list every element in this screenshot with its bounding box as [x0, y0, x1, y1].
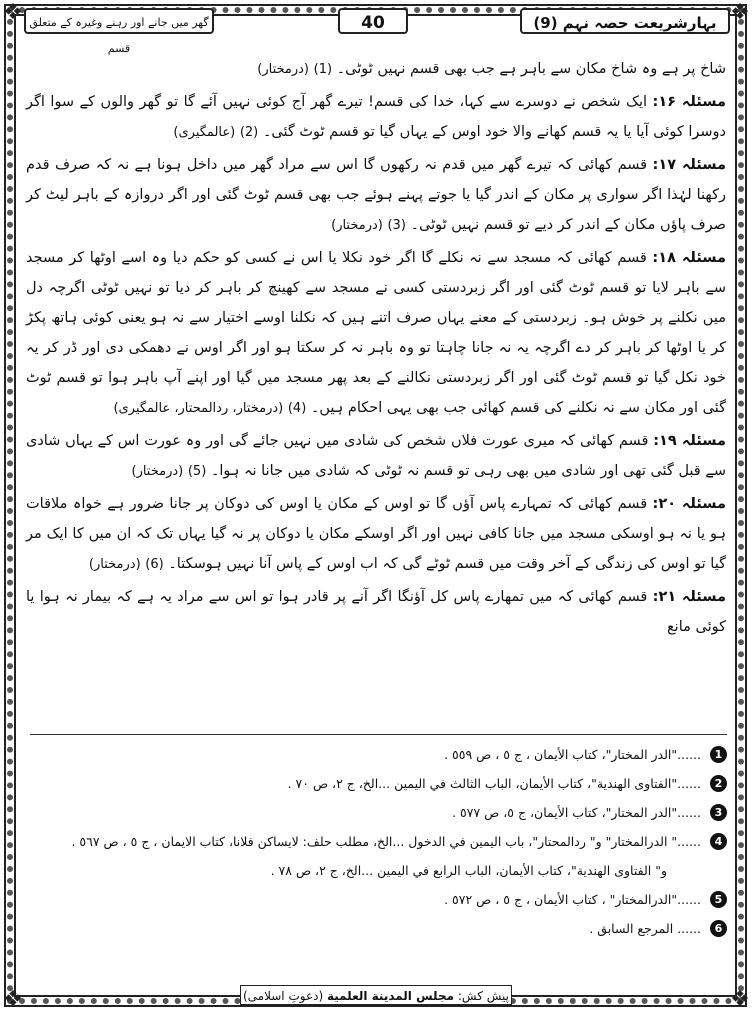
page-header	[0, 6, 753, 55]
footnote-text: و" الفتاوى الهندية"، كتاب الأيمان، الباب الرابع في اليمين ...الخ، ج ٢، ص ٧٨ .	[270, 863, 667, 878]
publisher-name: مجلس المدينة العلمية	[326, 989, 455, 1003]
reference: (درمختار)	[331, 218, 383, 233]
footnote-number: 1	[710, 746, 727, 763]
footnote-text: ......"الدر المختار"، كتاب الأيمان ، ج ٥ ، ص ٥٥٩ .	[444, 747, 701, 762]
paragraph	[26, 243, 726, 424]
corner-ornament-icon: ❖	[730, 0, 750, 25]
footnote-marker: (6)	[145, 557, 164, 572]
footnotes	[30, 740, 727, 943]
footnote-marker: (1)	[313, 62, 333, 77]
footnote-number: 2	[710, 775, 727, 792]
masla-label: مسئلہ ۱۸:	[652, 250, 726, 266]
footnote-text: ......"الفتاوى الهندية"، كتاب الأيمان، الباب الثالث في اليمين ...الخ، ج ٢، ص ٧٠ .	[287, 776, 701, 791]
page-number: 40	[338, 8, 408, 34]
masla-label: مسئلہ ۱۷:	[652, 157, 727, 173]
header-section-title: گھر میں جانے اور رہنے وغیرہ کے متعلق قسم	[24, 8, 214, 34]
footer-prefix: پیش کش:	[457, 989, 510, 1003]
corner-ornament-icon: ❖	[3, 0, 23, 25]
paragraph	[26, 150, 726, 241]
paragraph	[26, 54, 726, 85]
footnote-text: ......"الدرالمختار" ، كتاب الأيمان ، ج ٥ ، ص ٥٧٢ .	[444, 892, 701, 907]
paragraph-text: قسم کھائی کہ مسجد سے نہ نکلے گا اگر خود نکلا یا اس نے کسی کو حکم دیا وہ اسے اوٹھا کر مسجد سے باہر لایا تو قسم ٹوٹ گئی اور اگر زبردستی کسی نے مسجد سے کھینچ کر باہر کر دیا تو نہیں ٹوٹی اگرچہ دل میں نکلنے پر خوش ہو۔ زبردستی کے معنے یہاں صرف اتنے ہیں کہ نکلنا اوسے اختیار سے نہ ہو یعنی کوئی ہاتھ پکڑ کر یا اوٹھا کر باہر کر دے اگرچہ یہ نہ جانا چاہتا تو وہ باہر نہ کر سکتا ہو اور اگر اوس نے دھمکی دی اور ڈر کر یہ خود نکل گیا تو قسم ٹوٹ گئی اور اگر زبردستی نکالنے کے بعد پھر مسجد میں گیا اور اپنے آپ باہر ہوا تو قسم ٹوٹ گئی اور مکان سے نہ نکلنے کی قسم کھائی جب بھی یہی احکام ہیں۔	[26, 250, 726, 416]
paragraph	[26, 87, 726, 148]
reference: (درمختار)	[131, 464, 184, 479]
publisher-box	[240, 985, 512, 1005]
footnote-marker: (4)	[287, 401, 307, 416]
paragraph-text: قسم کھائی کہ میں تمھارے پاس کل آؤنگا اگر آنے پر قادر ہوا تو اس سے مراد یہ ہے کہ بیمار نہ ہوا یا کوئی مانع	[26, 589, 726, 635]
paragraph-text: قسم کھائی کہ تیرے گھر میں قدم نہ رکھوں گا اس سے مراد گھر میں داخل ہونا ہے نہ کہ صرف قدم رکھنا لہٰذا اگر سواری پر مکان کے اندر گیا یا جوتے پہنے ہوئے جب بھی قسم ٹوٹ گئی اور اگر دروازہ کے باہر لیٹ کر صرف پاؤں مکان کے اندر کر دیے تو قسم نہیں ٹوٹی۔	[26, 157, 726, 233]
reference: (درمختار)	[257, 62, 309, 77]
reference: (درمختار)	[88, 557, 141, 572]
footnote-marker: (2)	[239, 125, 259, 140]
masla-label: مسئلہ ۲۱:	[652, 589, 726, 605]
footnote-marker: (3)	[387, 218, 406, 233]
footnote-text: ......"الدر المختار"، كتاب الأيمان، ج ٥، ص ٥٧٧ .	[452, 805, 701, 820]
masla-label: مسئلہ ۲۰:	[652, 496, 726, 512]
paragraph-text: ایک شخص نے دوسرے سے کہا، خدا کی قسم! تیرے گھر آج کوئی نہیں آئے گا تو گھر والوں کے سوا اگر دوسرا کوئی آیا یا یہ قسم کھانے والا خود اوس کے یہاں گیا تو قسم ٹوٹ گئی۔	[26, 94, 726, 140]
footnote-text: ......" الدرالمختار" و" ردالمحتار"، باب اليمين في الدخول ...الخ، مطلب حلف: لايساكن فلانا، كتاب الايمان ، ج ٥ ، ص ٥٦٧ .	[71, 834, 701, 849]
footnote-text: ...... المرجع السابق .	[589, 921, 701, 936]
footnote	[30, 827, 727, 856]
footnote-number: 5	[710, 891, 727, 908]
footnote	[30, 885, 727, 914]
header-book-title: بہارِشریعت حصہ نہم (9)	[520, 8, 730, 34]
paragraph	[26, 582, 726, 643]
footnote	[30, 740, 727, 769]
footnote-number: 4	[710, 833, 727, 850]
reference: (درمختار، ردالمحتار، عالمگیری)	[113, 401, 284, 416]
footnote-continuation	[30, 856, 727, 885]
paragraph	[26, 426, 726, 487]
main-text	[26, 54, 726, 645]
publisher-suffix: (دعوتِ اسلامی)	[242, 989, 324, 1003]
paragraph-text: قسم کھائی کہ تمہارے پاس آؤں گا تو اوس کے مکان یا اوس کی دوکان پر جانا ضرور ہے خواہ ملاقات ہو یا نہ ہو اوسکی مسجد میں جانا کافی نہیں اور اگر اوسکے مکان یا دوکان پر نہ گیا یہاں تک کہ ان میں کا ایک مر گیا تو اوس کی زندگی کے آخر وقت میں قسم ٹوٹے گی کہ اب اوس کے پاس آنا نہیں ہوسکتا۔	[26, 496, 726, 572]
paragraph	[26, 489, 726, 580]
footnote-number: 3	[710, 804, 727, 821]
footnote	[30, 914, 727, 943]
masla-label: مسئلہ ۱۹:	[653, 433, 726, 449]
reference: (عالمگیری)	[173, 125, 236, 140]
paragraph-text: شاخ پر ہے وہ شاخ مکان سے باہر ہے جب بھی قسم نہیں ٹوٹی۔	[336, 61, 726, 77]
corner-ornament-icon: ❖	[3, 987, 23, 1012]
corner-ornament-icon: ❖	[730, 987, 750, 1012]
footnote-marker: (5)	[187, 464, 207, 479]
masla-label: مسئلہ ۱۶:	[652, 94, 727, 110]
footnote	[30, 798, 727, 827]
page-footer	[0, 985, 753, 1007]
footnote-number: 6	[710, 920, 727, 937]
paragraph-text: قسم کھائی کہ میری عورت فلاں شخص کی شادی میں نہیں جائے گی اور وہ عورت اس کے یہاں شادی سے قبل گئی تھی اور شادی میں بھی رہی تو قسم نہ ٹوٹی کہ شادی میں جانا نہ ہوا۔	[26, 433, 726, 479]
footnote-divider	[30, 734, 727, 735]
footnote	[30, 769, 727, 798]
